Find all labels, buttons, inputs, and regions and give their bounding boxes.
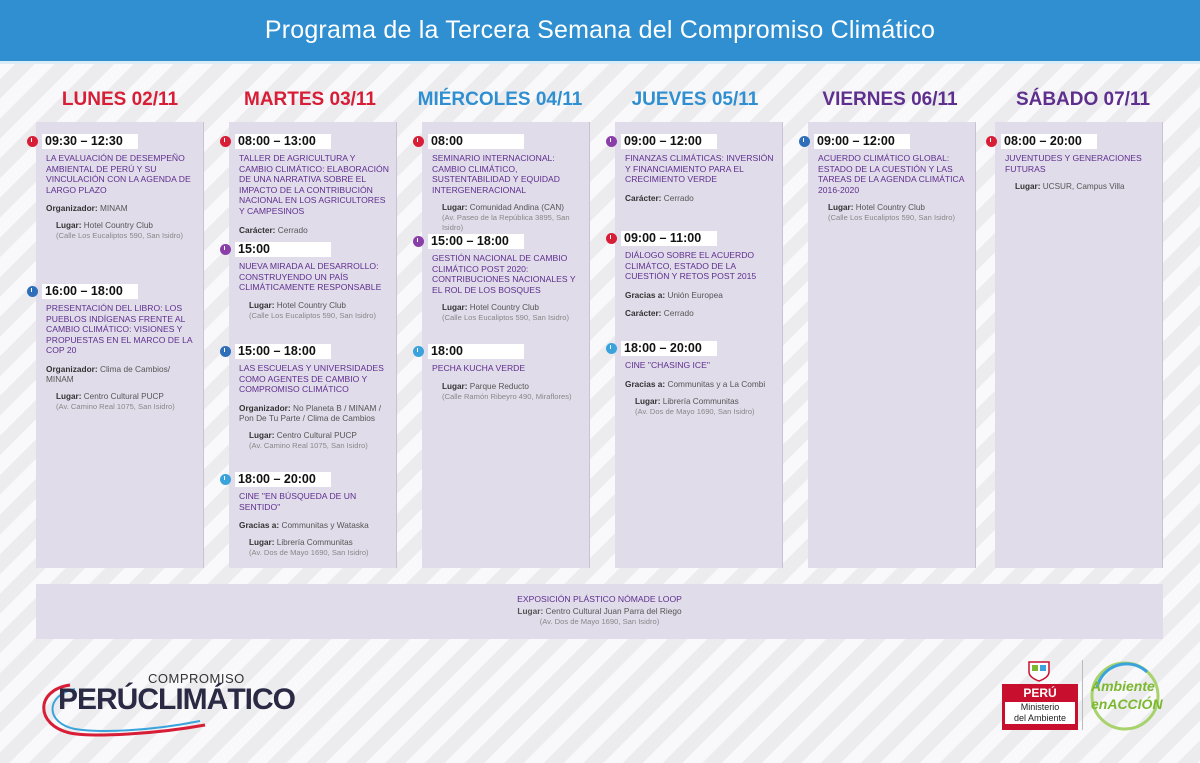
info-icon (606, 343, 617, 354)
clock-icon (606, 233, 617, 244)
event-time-text: 15:00 – 18:00 (431, 234, 509, 248)
exhibition-panel (36, 584, 1163, 639)
event-time-text: 15:00 (238, 242, 270, 256)
event-title: PECHA KUCHA VERDE (432, 363, 526, 373)
event-time (235, 472, 331, 487)
event-venue-label: Lugar: (828, 203, 854, 213)
event-title: SEMINARIO INTERNACIONAL: CAMBIO CLIMÁTICO, SUSTENTABILIDAD Y EQUIDAD INTERGENERACIONAL (432, 153, 560, 195)
event-venue-label: Lugar: (442, 303, 468, 313)
event-address: (Calle Ramón Ribeyro 490, Miraflores) (442, 391, 572, 401)
event-detail-value: Unión Europea (667, 289, 723, 300)
event-time-text: 09:00 – 12:00 (624, 134, 702, 148)
exhibition-venue-value: Centro Cultural Juan Parra del Riego (545, 606, 682, 616)
event-detail-label: Organizador: (46, 363, 98, 374)
event-detail (625, 193, 776, 203)
event-venue-label: Lugar: (249, 300, 275, 310)
clock-icon (799, 136, 810, 147)
event-venue-label: Lugar: (56, 221, 82, 231)
day-column (422, 122, 590, 568)
event-title: LA EVALUACIÓN DE DESEMPEÑO AMBIENTAL DE PERÚ Y SU VINCULACIÓN CON LA AGENDA DE LARGO PLAZO (46, 153, 191, 195)
day-column (615, 122, 783, 568)
event-detail (625, 308, 776, 318)
event-detail (239, 225, 390, 235)
day-header: MIÉRCOLES 04/11 (417, 89, 583, 110)
day-header: VIERNES 06/11 (822, 89, 958, 110)
event-venue-label: Lugar: (249, 538, 275, 548)
event-detail-value: MINAM (99, 203, 128, 214)
ambiente-en-accion-logo (1087, 658, 1163, 734)
event-venue (442, 303, 583, 313)
logo-compromiso-text: COMPROMISO (148, 671, 245, 686)
event-address: (Calle Los Eucaliptos 590, San Isidro) (828, 213, 956, 223)
event-venue (249, 538, 390, 548)
day-header: MARTES 03/11 (244, 89, 376, 110)
clock-icon (220, 136, 231, 147)
event-detail-label: Gracias a: (239, 520, 280, 531)
event-venue (249, 431, 390, 441)
event-venue (56, 392, 197, 402)
event-address: (Av. Paseo de la República 3895, San Isidro) (442, 213, 570, 232)
page-title: Programa de la Tercera Semana del Compromiso Climático (264, 16, 936, 44)
clock-icon (220, 244, 231, 255)
event-item (615, 229, 782, 318)
event-title: LAS ESCUELAS Y UNIVERSIDADES COMO AGENTES DE CAMBIO Y COMPROMISO CLIMÁTICO (239, 363, 384, 395)
event-venue-value: Centro Cultural PUCP (276, 430, 357, 440)
event-address: (Calle Los Eucaliptos 590, San Isidro) (442, 313, 570, 323)
event-address: (Av. Dos de Mayo 1690, San Isidro) (249, 548, 369, 558)
event-venue (442, 382, 583, 392)
clock-icon (27, 286, 38, 297)
exhibition-venue-label: Lugar: (517, 606, 544, 616)
event-title: FINANZAS CLIMÁTICAS: INVERSIÓN Y FINANCIAMIENTO PARA EL CRECIMIENTO VERDE (625, 153, 774, 185)
info-icon (220, 474, 231, 485)
event-title: TALLER DE AGRICULTURA Y CAMBIO CLIMÁTICO: ELABORACIÓN DE UNA NARRATIVA SOBRE EL IMPACTO DE LA CONTRIBUCIÓN NACIONAL EN LOS AGRICULTORES Y CAMPESINOS (239, 153, 389, 216)
event-address: (Av. Camino Real 1075, San Isidro) (249, 440, 368, 450)
day-column (995, 122, 1163, 568)
event-time (428, 234, 524, 249)
peru-label-box (1002, 684, 1078, 730)
day-header: JUEVES 05/11 (631, 89, 759, 110)
clock-icon (27, 136, 38, 147)
clock-icon (413, 236, 424, 247)
event-time (621, 231, 717, 246)
event-venue-value: Librería Communitas (662, 396, 739, 406)
event-venue-label: Lugar: (635, 396, 661, 406)
event-time (621, 341, 717, 356)
event-venue-label: Lugar: (249, 430, 275, 440)
event-address: (Av. Camino Real 1075, San Isidro) (56, 401, 175, 411)
event-detail-value: Cerrado (663, 192, 694, 203)
logo-peru-climatico-text: PERÚCLIMÁTICO (58, 683, 295, 716)
event-venue (249, 301, 390, 311)
event-detail (625, 379, 776, 389)
event-time-text: 09:30 – 12:30 (45, 134, 123, 148)
event-detail (239, 520, 390, 530)
event-venue-label: Lugar: (56, 391, 82, 401)
exhibition-venue (36, 606, 1163, 616)
event-detail-label: Carácter: (239, 224, 276, 235)
event-time (235, 344, 331, 359)
event-item (36, 132, 203, 241)
clock-icon (986, 136, 997, 147)
exhibition-address: (Av. Dos de Mayo 1690, San Isidro) (539, 617, 660, 626)
event-time-text: 08:00 – 20:00 (1004, 134, 1082, 148)
peru-text: PERÚ (1023, 686, 1057, 700)
event-time (42, 284, 138, 299)
event-item (229, 240, 396, 320)
event-address: (Calle Los Eucaliptos 590, San Isidro) (249, 310, 377, 320)
event-time (1001, 134, 1097, 149)
event-detail-label: Organizador: (46, 203, 98, 214)
event-time-text: 09:00 – 12:00 (817, 134, 895, 148)
event-address: (Av. Dos de Mayo 1690, San Isidro) (635, 406, 755, 416)
event-detail (46, 203, 197, 213)
event-detail-value: Cerrado (277, 224, 308, 235)
event-detail (46, 364, 197, 384)
event-time-text: 15:00 – 18:00 (238, 344, 316, 358)
event-title: ACUERDO CLIMÁTICO GLOBAL: ESTADO DE LA CUESTIÓN Y LAS TAREAS DE LA AGENDA CLIMÁTICA 2016-2020 (818, 153, 964, 195)
event-item (229, 342, 396, 450)
event-time (428, 344, 524, 359)
event-venue (635, 397, 776, 407)
event-time (235, 134, 331, 149)
event-venue (56, 221, 197, 231)
event-venue-value: Parque Reducto (469, 381, 529, 391)
event-time-text: 18:00 – 20:00 (624, 341, 702, 355)
event-item (422, 132, 589, 232)
event-item (229, 132, 396, 235)
event-detail (239, 403, 390, 423)
clock-icon (220, 346, 231, 357)
compromiso-peru-climatico-logo (30, 665, 295, 745)
event-venue-value: Comunidad Andina (CAN) (469, 203, 564, 213)
event-detail-label: Gracias a: (625, 289, 666, 300)
event-time-text: 08:00 (431, 134, 463, 148)
clock-icon (606, 136, 617, 147)
exhibition-title: EXPOSICIÓN PLÁSTICO NÓMADE LOOP (517, 594, 682, 604)
day-header: SÁBADO 07/11 (1015, 89, 1151, 110)
event-title: CINE "EN BÚSQUEDA DE UN SENTIDO" (239, 491, 357, 512)
event-item (229, 470, 396, 558)
title-banner (0, 0, 1200, 64)
event-venue-label: Lugar: (1015, 182, 1041, 192)
event-venue-label: Lugar: (442, 381, 468, 391)
logo-divider (1082, 660, 1083, 730)
event-title: DIÁLOGO SOBRE EL ACUERDO CLIMÁTCO, ESTADO DE LA CUESTIÓN Y RETOS POST 2015 (625, 250, 757, 282)
event-venue-value: Hotel Country Club (855, 203, 925, 213)
event-address: (Calle Los Eucaliptos 590, San Isidro) (56, 231, 184, 241)
event-time-text: 18:00 – 20:00 (238, 472, 316, 486)
event-time (42, 134, 138, 149)
event-time (428, 134, 524, 149)
event-title: CINE "CHASING ICE" (625, 360, 710, 370)
event-detail-value: Cerrado (663, 307, 694, 318)
event-item (422, 342, 589, 401)
event-venue-value: Librería Communitas (276, 538, 353, 548)
event-item (808, 132, 975, 223)
event-time-text: 18:00 (431, 344, 463, 358)
ambiente-text: Ambiente (1091, 678, 1155, 694)
event-venue-value: Hotel Country Club (469, 303, 539, 313)
event-detail-value: Clima de Cambios/ MINAM (46, 363, 171, 384)
clock-icon (413, 136, 424, 147)
event-detail-label: Carácter: (625, 307, 662, 318)
event-time-text: 08:00 – 13:00 (238, 134, 316, 148)
event-venue (442, 203, 583, 213)
event-venue-value: UCSUR, Campus Villa (1042, 182, 1125, 192)
event-title: PRESENTACIÓN DEL LIBRO: LOS PUEBLOS INDÍGENAS FRENTE AL CAMBIO CLIMÁTICO: VISIONES Y PROPUESTAS EN EL MARCO DE LA COP 20 (46, 303, 193, 356)
event-item (422, 232, 589, 323)
event-item (995, 132, 1162, 192)
event-detail-label: Organizador: (239, 402, 291, 413)
event-venue (828, 203, 969, 213)
event-title: JUVENTUDES Y GENERACIONES FUTURAS (1005, 153, 1142, 174)
event-time (235, 242, 331, 257)
event-venue-value: Hotel Country Club (83, 221, 153, 231)
event-time-text: 09:00 – 11:00 (624, 231, 702, 245)
event-detail-value: No Planeta B / MINAM / Pon De Tu Parte / Clima de Cambios (239, 402, 382, 423)
event-detail-label: Carácter: (625, 192, 662, 203)
event-detail (625, 290, 776, 300)
ministerio-text-1: Ministerio (1005, 702, 1075, 713)
event-time (814, 134, 910, 149)
event-item (615, 339, 782, 416)
event-detail-value: Communitas y a La Combi (667, 378, 766, 389)
event-item (36, 282, 203, 411)
event-venue-label: Lugar: (442, 203, 468, 213)
event-item (615, 132, 782, 203)
day-column (229, 122, 397, 568)
event-venue-value: Centro Cultural PUCP (83, 391, 164, 401)
peru-ministerio-logo (1002, 660, 1078, 730)
event-venue-value: Hotel Country Club (276, 300, 346, 310)
ministerio-text-2: del Ambiente (1005, 713, 1075, 724)
event-detail-value: Communitas y Wataska (281, 520, 369, 531)
event-detail-label: Gracias a: (625, 378, 666, 389)
event-venue (1015, 182, 1156, 192)
event-title: NUEVA MIRADA AL DESARROLLO: CONSTRUYENDO UN PAÍS CLIMÁTICAMENTE RESPONSABLE (239, 261, 382, 293)
event-title: GESTIÓN NACIONAL DE CAMBIO CLIMÁTICO POST 2020: CONTRIBUCIONES NACIONALES Y EL ROL DE LOS BOSQUES (432, 253, 576, 295)
info-icon (413, 346, 424, 357)
day-column (36, 122, 204, 568)
event-time-text: 16:00 – 18:00 (45, 284, 123, 298)
day-column (808, 122, 976, 568)
coat-of-arms-icon (1026, 660, 1052, 682)
event-time (621, 134, 717, 149)
day-header: LUNES 02/11 (61, 89, 179, 110)
en-accion-text: enACCIÓN (1091, 696, 1163, 712)
